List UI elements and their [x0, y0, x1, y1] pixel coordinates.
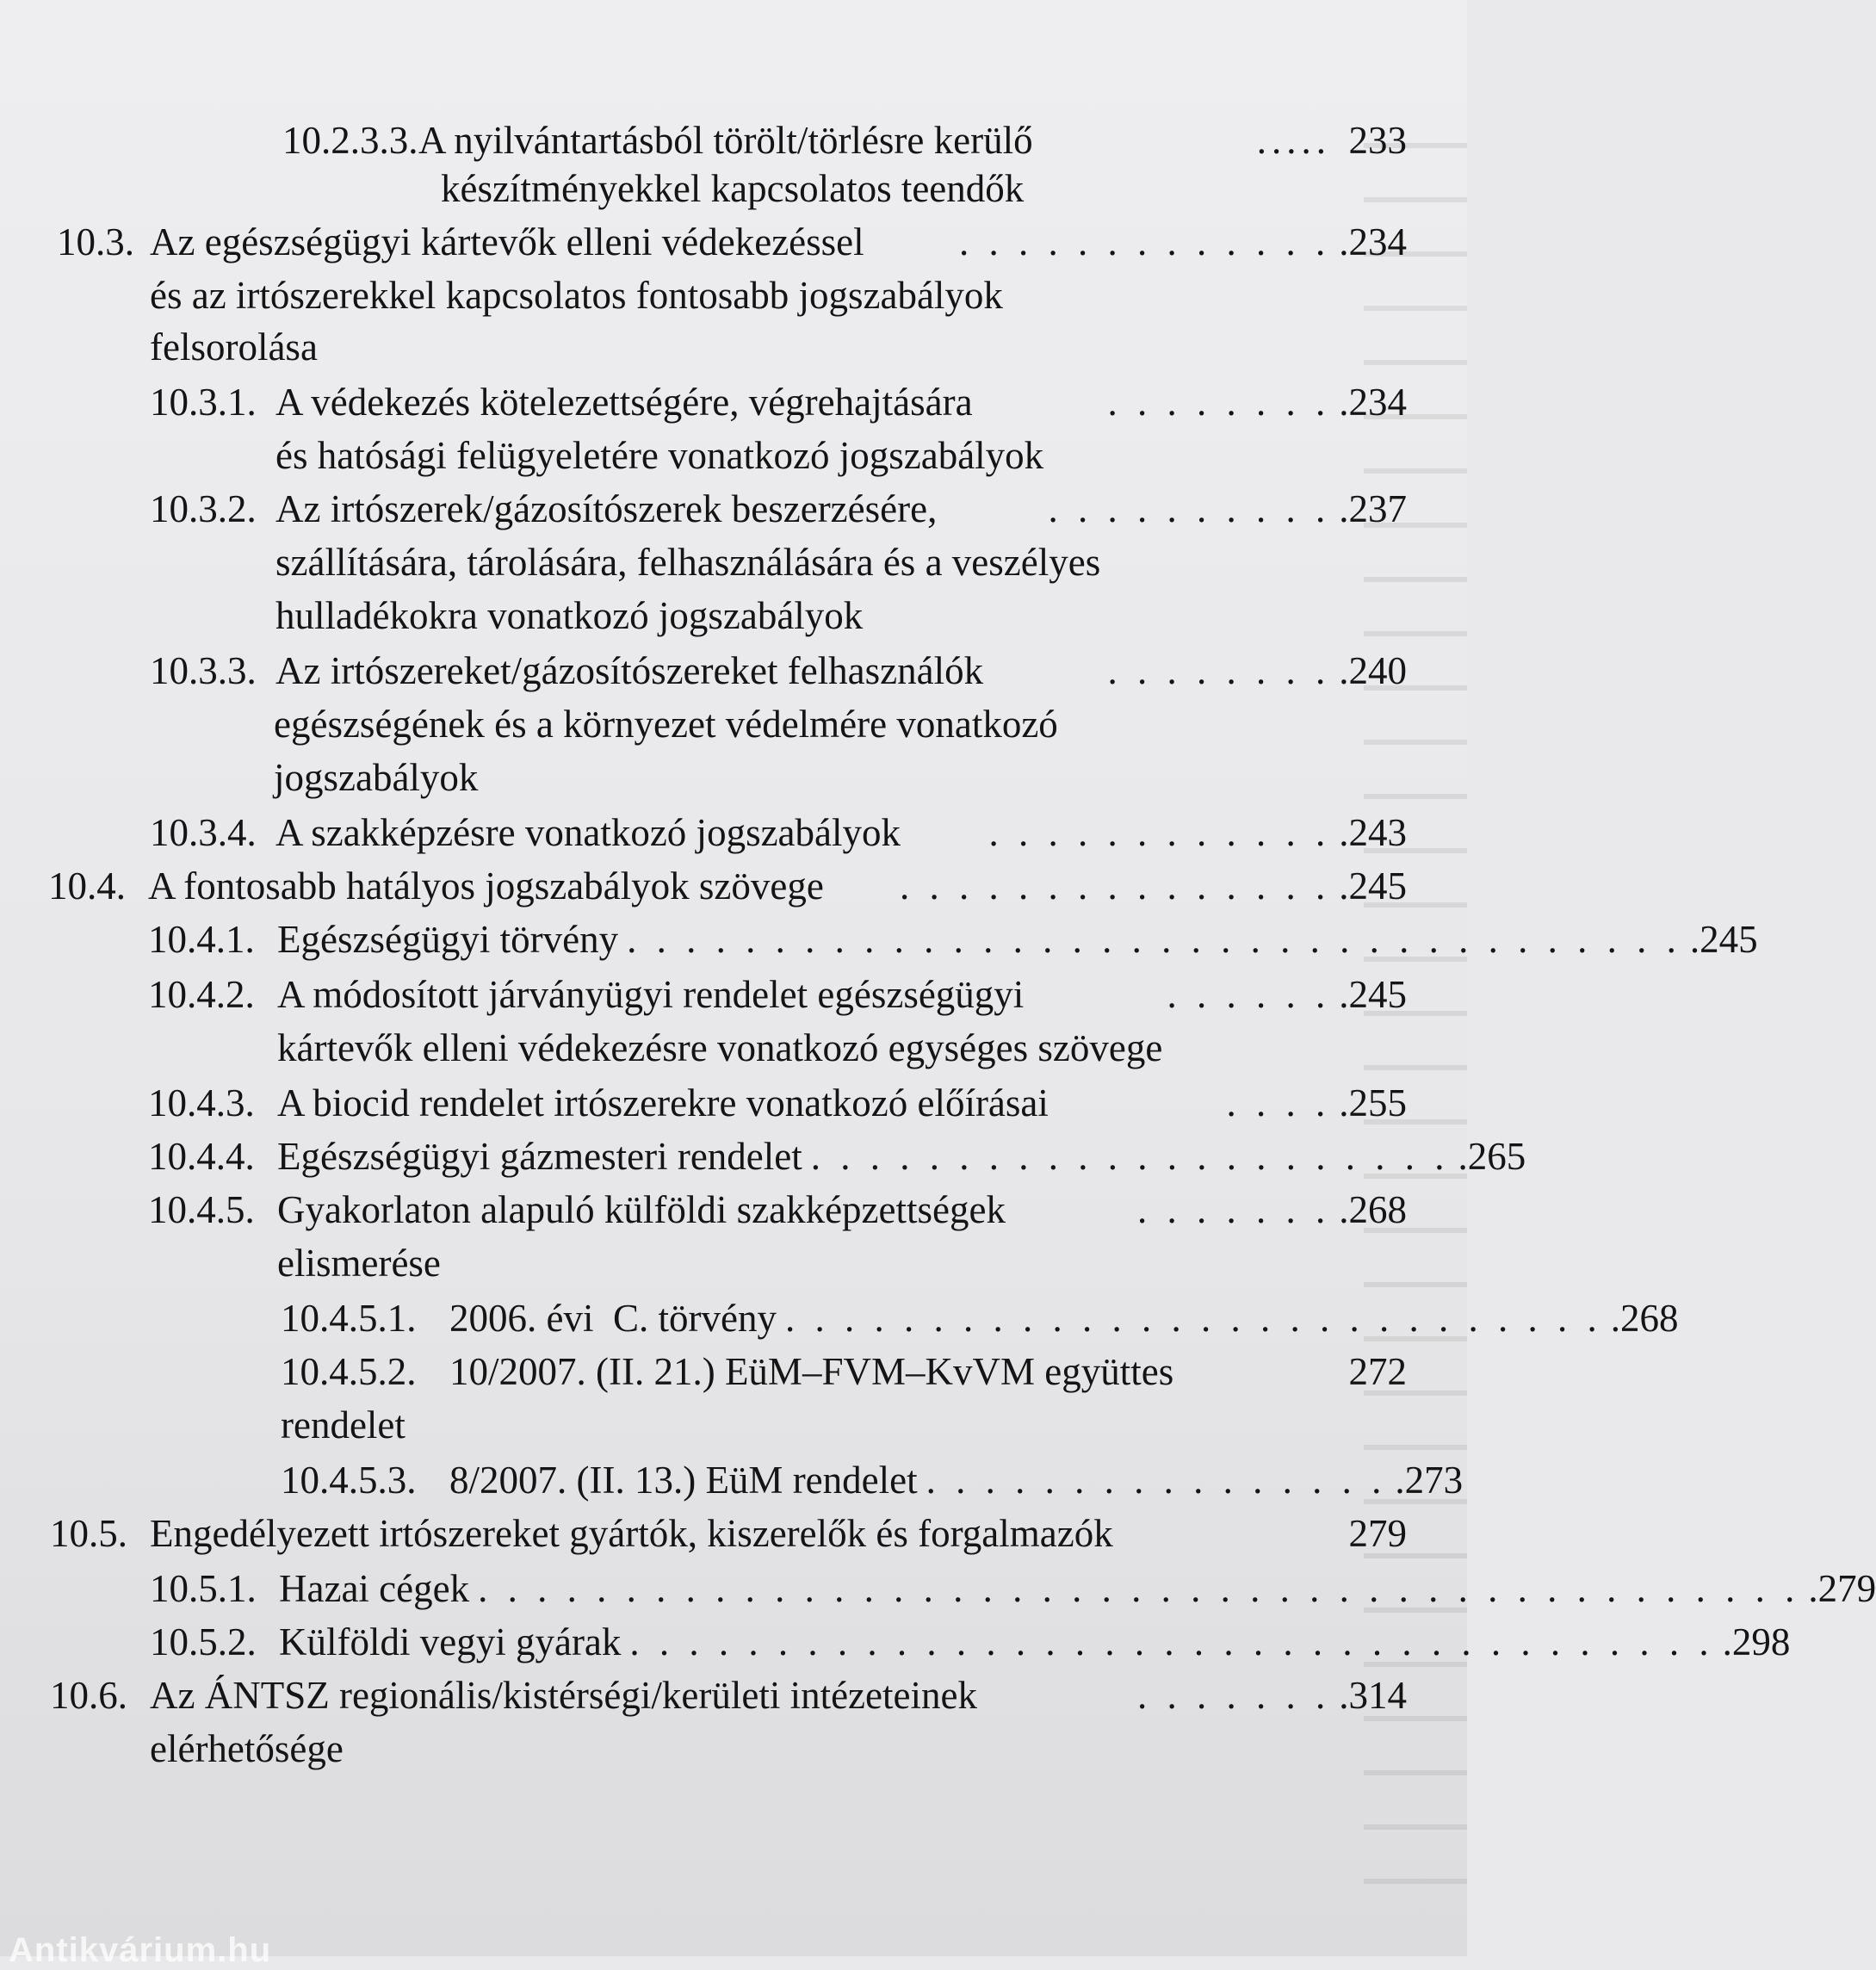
- toc-leader: . . . . . . . . . . . . . . . . . . . . . . . . . . . .: [784, 1297, 1602, 1340]
- toc-leader: . . . . . . . . . . . . . . . . . . . . . . . . . . . . . . . . . . . .: [627, 918, 1681, 961]
- toc-title-continuation: készítményekkel kapcsolatos teendők: [441, 167, 1025, 210]
- toc-title: A fontosabb hatályos jogszabályok szövege: [148, 864, 824, 908]
- toc-title: 10/2007. (II. 21.) EüM–FVM–KvVM együttes: [449, 1350, 1174, 1393]
- toc-page-number: .240: [1339, 649, 1407, 692]
- toc-entry: [150, 375, 1407, 429]
- toc-entry: [57, 215, 1407, 269]
- toc-number: 10.4.5.: [148, 1188, 255, 1231]
- toc-title: Egészségügyi törvény: [277, 918, 619, 961]
- toc-number: 10.4.5.2.: [281, 1350, 417, 1393]
- toc-title: Az irtószerek/gázosítószerek beszerzésére,: [276, 487, 938, 530]
- toc-entry: [281, 1453, 1464, 1507]
- toc-entry: [148, 1183, 1407, 1236]
- toc-number: 10.3.2.: [150, 487, 257, 530]
- toc-number: 10.3.4.: [150, 811, 257, 854]
- toc-number: 10.5.1.: [150, 1567, 257, 1610]
- toc-title-continuation: szállítására, tárolására, felhasználására és a veszélyes: [276, 541, 1101, 584]
- toc-page-number: .273: [1395, 1459, 1464, 1502]
- toc-title-continuation: kártevők elleni védekezésre vonatkozó egységes szövege: [277, 1026, 1163, 1069]
- toc-leader: . . . . . . .: [1137, 1188, 1331, 1231]
- toc-title: A módosított járványügyi rendelet egészségügyi: [277, 973, 1025, 1016]
- toc-number: 10.5.2.: [150, 1620, 257, 1663]
- toc-title: Külföldi vegyi gyárak: [279, 1620, 622, 1663]
- toc-page-number: .268: [1339, 1188, 1407, 1231]
- toc-page-number: .314: [1339, 1674, 1407, 1717]
- toc-page-number: .298: [1722, 1620, 1791, 1663]
- toc-leader: .....: [1256, 119, 1331, 162]
- toc-entry: [148, 1130, 1526, 1183]
- toc-number: 10.4.4.: [148, 1135, 255, 1178]
- toc-page-number: .255: [1339, 1081, 1407, 1124]
- toc-title-continuation: rendelet: [281, 1403, 406, 1447]
- toc-leader: . . . . . . . . . .: [1048, 487, 1331, 530]
- toc-number: 10.4.5.1.: [281, 1297, 417, 1340]
- toc-title-continuation: hulladékokra vonatkozó jogszabályok: [276, 594, 864, 637]
- toc-page-number: .268: [1610, 1297, 1679, 1340]
- toc-entry: [282, 114, 1407, 167]
- toc-number: 10.4.1.: [148, 918, 255, 961]
- toc-entry: [281, 1292, 1679, 1345]
- toc-title: Egészségügyi gázmesteri rendelet: [277, 1135, 802, 1178]
- toc-title: A szakképzésre vonatkozó jogszabályok: [276, 811, 901, 854]
- toc-entry: [150, 482, 1407, 536]
- toc-page-number: .234: [1339, 220, 1407, 263]
- watermark: Antikvárium.hu: [9, 1931, 272, 1969]
- toc-title-continuation: egészségének és a környezet védelmére vonatkozó: [274, 703, 1058, 746]
- toc-title-continuation: elismerése: [277, 1242, 441, 1285]
- toc-number: 10.4.5.3.: [281, 1459, 417, 1502]
- toc-entry: [148, 1076, 1407, 1130]
- toc-leader: . . . .: [1226, 1081, 1331, 1124]
- toc-title-continuation: elérhetősége: [150, 1727, 344, 1770]
- toc-entry: [148, 968, 1407, 1021]
- toc-leader: . . . . . . .: [1137, 1674, 1331, 1717]
- toc-leader: . . . . . . . . . . . . . . . . . . . . . . . . . . . . . . . . . . . . . . . . . . . . .: [478, 1567, 1800, 1610]
- toc-number: 10.4.2.: [148, 973, 255, 1016]
- toc-number: 10.3.3.: [150, 649, 257, 692]
- toc-page-number: 233: [1348, 119, 1407, 162]
- toc-title: Hazai cégek: [279, 1567, 470, 1610]
- toc-title: Gyakorlaton alapuló külföldi szakképzettségek: [277, 1188, 1006, 1231]
- toc-page-number: .279: [1808, 1567, 1876, 1610]
- toc-title: A nyilvántartásból törölt/törlésre kerülő: [418, 119, 1033, 162]
- toc-title-continuation: jogszabályok: [274, 756, 479, 799]
- toc-page-number: .237: [1339, 487, 1407, 530]
- toc-title: Az irtószereket/gázosítószereket felhasználók: [276, 649, 984, 692]
- toc-page-number: 272: [1348, 1350, 1407, 1393]
- toc-number: 10.6.: [50, 1674, 127, 1717]
- toc-title: 2006. évi C. törvény: [449, 1297, 777, 1340]
- toc-entry: [148, 913, 1758, 966]
- toc-number: 10.3.1.: [150, 381, 257, 424]
- toc-leader: . . . . . . . . . . . . .: [959, 220, 1331, 263]
- toc-page-number: .245: [1339, 864, 1407, 908]
- toc-number: 10.4.3.: [148, 1081, 255, 1124]
- toc-number: 10.5.: [50, 1512, 127, 1555]
- toc-entry: [281, 1345, 1407, 1398]
- toc-page-number: 279: [1348, 1512, 1407, 1555]
- toc-leader: . . . . . . . . . . . . . . . . . . . . . .: [810, 1135, 1450, 1178]
- toc-leader: . . . . . . . . . . . .: [988, 811, 1331, 854]
- toc-number: 10.4.: [48, 864, 126, 908]
- toc-title: Az ÁNTSZ regionális/kistérségi/kerületi intézeteinek: [150, 1674, 977, 1717]
- toc-leader: . . . . . . . . . . . . . . .: [900, 864, 1331, 908]
- toc-title: 8/2007. (II. 13.) EüM rendelet: [449, 1459, 918, 1502]
- toc-leader: . . . . . .: [1167, 973, 1331, 1016]
- toc-page-number: .245: [1339, 973, 1407, 1016]
- toc-entry: [50, 1669, 1407, 1722]
- toc-title-continuation: és hatósági felügyeletére vonatkozó jogszabályok: [276, 434, 1044, 477]
- toc-number: 10.2.3.3.: [282, 119, 418, 162]
- toc-entry: [48, 859, 1407, 913]
- toc-entry: [150, 644, 1407, 697]
- toc-entry: [50, 1507, 1407, 1560]
- toc-title: Engedélyezett irtószereket gyártók, kiszerelők és forgalmazók: [150, 1512, 1113, 1555]
- toc-title-continuation: és az irtószerekkel kapcsolatos fontosabb jogszabályok: [150, 274, 1003, 317]
- toc-entry: [150, 806, 1407, 859]
- toc-leader: . . . . . . . .: [1107, 381, 1331, 424]
- toc-title: Az egészségügyi kártevők elleni védekezéssel: [150, 220, 864, 263]
- toc-page-number: .234: [1339, 381, 1407, 424]
- toc-entry: [150, 1562, 1876, 1615]
- toc-page-number: .243: [1339, 811, 1407, 854]
- toc-title: A biocid rendelet irtószerekre vonatkozó előírásai: [277, 1081, 1049, 1124]
- toc-title: A védekezés kötelezettségére, végrehajtására: [276, 381, 973, 424]
- toc-entry: [150, 1615, 1791, 1669]
- toc-number: 10.3.: [57, 220, 134, 263]
- toc-page-number: .245: [1689, 918, 1758, 961]
- toc-leader: . . . . . . . .: [1107, 649, 1331, 692]
- toc-title-continuation: felsorolása: [150, 325, 318, 369]
- toc-page-number: .265: [1458, 1135, 1526, 1178]
- toc-leader: . . . . . . . . . . . . . . . . . . . . . . . . . . . . . . . . . . . . .: [629, 1620, 1714, 1663]
- toc-leader: . . . . . . . . . . . . . . . .: [926, 1459, 1387, 1502]
